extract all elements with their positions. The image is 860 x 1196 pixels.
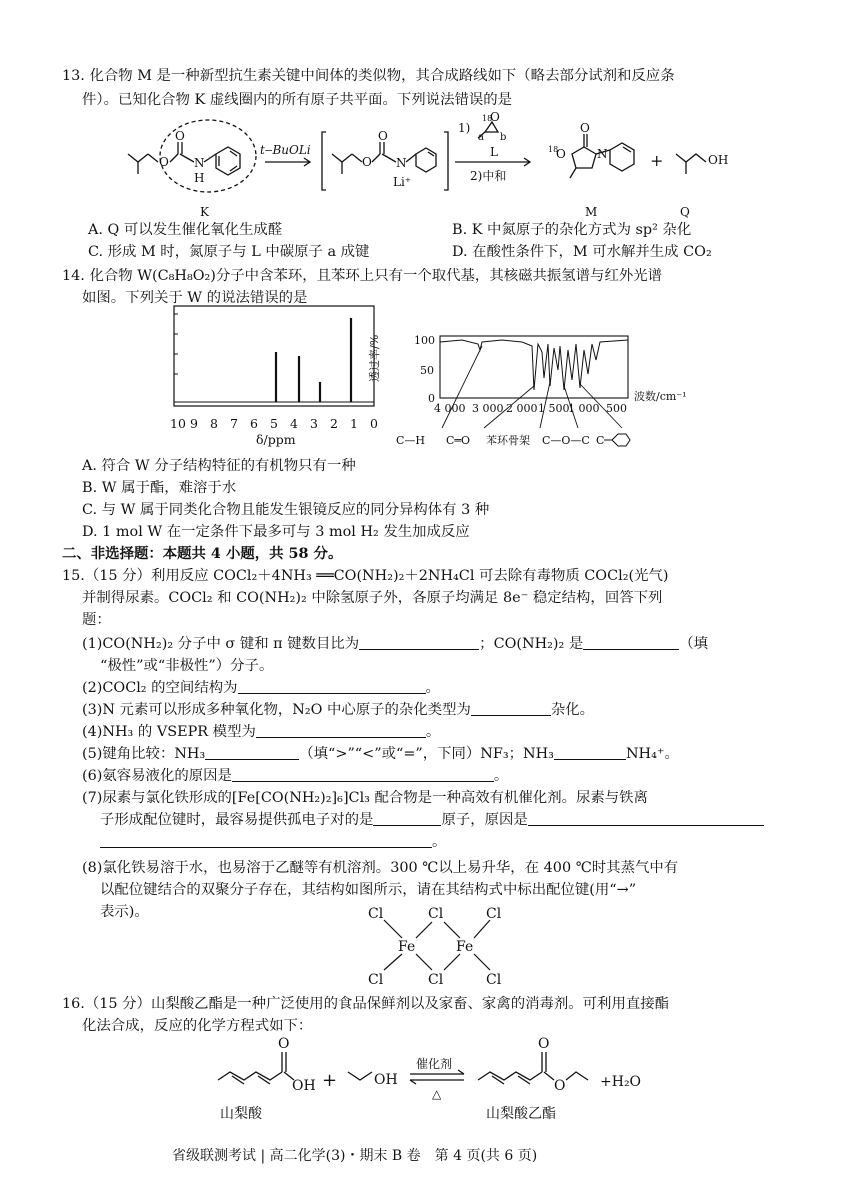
- q13-q-oh: OH: [708, 153, 729, 167]
- q14-nmr-tick-label: 8: [210, 416, 218, 431]
- q15-part2-blank[interactable]: [238, 679, 426, 694]
- q13-step1: 1): [458, 121, 471, 135]
- q13-epoxide-o: O: [490, 110, 500, 124]
- q14-nmr-tick-label: 9: [190, 416, 198, 431]
- page-footer: 省级联测考试 | 高二化学(3)・期末 B 卷 第 4 页(共 6 页): [172, 1148, 538, 1164]
- q16-label-sorbic-acid: 山梨酸: [220, 1106, 262, 1122]
- q15-part5-text-b: （填“>”“<”或“=”，下同）NF₃；NH₃: [299, 746, 554, 762]
- q13-k-n: N: [194, 156, 205, 170]
- q14-nmr-xlabel: δ/ppm: [256, 432, 296, 447]
- q14-option-c: C. 与 W 属于同类化合物且能发生银镜反应的同分异构体有 3 种: [82, 502, 490, 518]
- q15-part7-blank2[interactable]: [528, 811, 764, 826]
- q13-epoxide-18: 18: [482, 114, 493, 123]
- q14-nmr-tick-label: 10: [170, 416, 186, 431]
- q14-ir-xtick-label: 3 000: [472, 402, 504, 415]
- q15-part6: [82, 766, 508, 786]
- q14-nmr-tick-label: 4: [290, 416, 298, 431]
- q15-part7-blank3[interactable]: [100, 833, 432, 848]
- q15-part5-blank2[interactable]: [554, 745, 626, 760]
- q16-stem-line2: 化法合成，反应的化学方程式如下：: [82, 1018, 313, 1034]
- q13-option-d: D. 在酸性条件下，M 可水解并生成 CO₂: [452, 244, 712, 260]
- q14-ir-band-co: C═O: [446, 434, 471, 447]
- q13-step2: 2)中和: [470, 169, 507, 183]
- q15-part4: [82, 722, 440, 742]
- q14-ir-ytick-50: 50: [420, 364, 434, 377]
- q13-atom-b: b: [500, 132, 507, 143]
- q16-acid-oh: OH: [292, 1078, 316, 1094]
- q14-nmr-tick-label: 5: [270, 416, 278, 431]
- q13-label-m: M: [585, 205, 598, 219]
- q14-ir-ylabel: 透过率/%: [368, 334, 381, 382]
- q15-part5-text-a: (5)键角比较：NH₃: [82, 746, 206, 762]
- q13-label-q: Q: [680, 205, 690, 219]
- q15-part8-line1: (8)氯化铁易溶于水，也易溶于乙醚等有机溶剂。300 ℃以上易升华，在 400 ℃时其蒸气中有: [82, 860, 679, 876]
- dimer-cl-4: Cl: [368, 972, 384, 988]
- q14-nmr-spectrum: [160, 304, 390, 450]
- q15-part4-text: (4)NH₃ 的 VSEPR 模型为: [82, 724, 256, 740]
- dimer-cl-6: Cl: [486, 972, 502, 988]
- q15-part2-text: (2)COCl₂ 的空间结构为: [82, 680, 238, 696]
- q15-fecl3-dimer-structure: [360, 904, 520, 988]
- q16-label-ethyl-sorbate: 山梨酸乙酯: [486, 1106, 556, 1122]
- q13-m-ring-o: O: [556, 147, 566, 161]
- q14-ir-xtick-label: 500: [606, 402, 627, 415]
- q16-stem-line1: 16.（15 分）山梨酸乙酯是一种广泛使用的食品保鲜剂以及家畜、家禽的消毒剂。可利用直接酯: [62, 996, 670, 1012]
- q15-part7-text-a: 子形成配位键时，最容易提供孤电子对的是: [100, 812, 374, 828]
- q13-int-o: O: [362, 155, 372, 169]
- q15-stem-line1: 15.（15 分）利用反应 COCl₂＋4NH₃ ══CO(NH₂)₂＋2NH₄Cl 可去除有毒物质 COCl₂(光气): [62, 568, 669, 584]
- q15-part1-text-c: （填: [679, 636, 709, 652]
- q15-part7-text-b: 原子，原因是: [441, 812, 528, 828]
- q13-option-b: B. K 中氮原子的杂化方式为 sp² 杂化: [452, 222, 692, 238]
- q15-part6-text: (6)氨容易液化的原因是: [82, 768, 232, 784]
- q13-k-carbonyl-o: O: [175, 129, 185, 143]
- q13-stem-line1: 13. 化合物 M 是一种新型抗生素关键中间体的类似物，其合成路线如下（略去部分试剂和反应条: [62, 68, 675, 84]
- q14-nmr-tick-label: 1: [350, 416, 358, 431]
- q15-part7-line2: [100, 810, 764, 830]
- q16-heat: △: [432, 1087, 442, 1101]
- q15-part1-blank2[interactable]: [583, 635, 679, 650]
- q13-int-n: N: [396, 156, 407, 170]
- q13-m-18: 18: [548, 145, 559, 154]
- q15-part7-line1: (7)尿素与氯化铁形成的[Fe[CO(NH₂)₂]₆]Cl₃ 配合物是一种高效有机催化剂。尿素与铁离: [82, 790, 648, 806]
- q13-m-carbonyl-o: O: [580, 121, 590, 135]
- q15-part6-period: 。: [493, 768, 509, 784]
- q14-ir-spectrum: [368, 330, 692, 450]
- dimer-cl-3: Cl: [486, 906, 502, 922]
- dimer-fe-2: Fe: [456, 939, 474, 955]
- q13-m-n: N: [597, 147, 608, 161]
- q15-part1-blank1[interactable]: [359, 635, 479, 650]
- q14-option-b: B. W 属于酯，难溶于水: [82, 480, 237, 496]
- q14-ir-band-benzene: 苯环骨架: [486, 434, 530, 447]
- dimer-cl-1: Cl: [368, 906, 384, 922]
- q15-part1-text-a: (1)CO(NH₂)₂ 分子中 σ 键和 π 键数目比为: [82, 636, 360, 652]
- q14-ir-band-cph: C: [596, 434, 605, 447]
- q15-part1-line2: “极性”或“非极性”）分子。: [100, 658, 274, 674]
- q13-int-carbonyl-o: O: [378, 129, 388, 143]
- q15-part8-line3: 表示)。: [100, 904, 149, 920]
- q13-label-k: K: [200, 205, 209, 219]
- q13-reagent-tbuoli: t‒BuOLi: [260, 143, 311, 157]
- q15-stem-line2: 并制得尿素。COCl₂ 和 CO(NH₂)₂ 中除氢原子外，各原子均满足 8e⁻ 稳定结构，回答下列: [82, 590, 663, 606]
- q15-part1-text-b: ；CO(NH₂)₂ 是: [479, 636, 584, 652]
- q15-part7-period: 。: [432, 834, 447, 850]
- q15-part4-period: 。: [425, 724, 441, 740]
- q15-part4-blank[interactable]: [256, 723, 426, 738]
- q14-nmr-tick-label: 3: [310, 416, 318, 431]
- q13-k-h: H: [194, 171, 205, 185]
- q14-ir-xtick-label: 1 500: [538, 402, 570, 415]
- q13-stem-line2: 件）。已知化合物 K 虚线圈内的所有原子共平面。下列说法错误的是: [82, 92, 513, 108]
- q14-ir-ytick-0: 0: [428, 392, 435, 405]
- q15-part6-blank[interactable]: [232, 767, 494, 782]
- q16-ester-carbonyl-o: O: [538, 1036, 550, 1052]
- q16-esterification-equation: [200, 1036, 660, 1126]
- q14-ir-xtick-label: 4 000: [434, 402, 466, 415]
- q15-part3-suffix: 杂化。: [550, 702, 595, 718]
- q15-part1-line1: [82, 634, 708, 654]
- dimer-cl-2: Cl: [428, 906, 444, 922]
- q14-ir-xtick-label: 1 000: [568, 402, 600, 415]
- q13-k-o: O: [159, 155, 169, 169]
- q15-part7-line3: [100, 832, 446, 852]
- section2-heading: 二、非选择题：本题共 4 小题，共 58 分。: [62, 545, 343, 562]
- q14-stem-line2: 如图。下列关于 W 的说法错误的是: [82, 290, 308, 306]
- q14-ir-band-ch: C—H: [396, 434, 426, 447]
- q14-nmr-tick-label: 6: [250, 416, 258, 431]
- q14-ir-xlabel: 波数/cm⁻¹: [634, 390, 687, 403]
- q15-part3: [82, 700, 594, 720]
- q16-water: +H₂O: [600, 1074, 642, 1090]
- q14-nmr-tick-label: 7: [230, 416, 238, 431]
- q13-reagent-l: L: [490, 145, 498, 159]
- q13-option-a: A. Q 可以发生催化氧化生成醛: [88, 222, 283, 238]
- q15-part3-blank[interactable]: [471, 701, 551, 716]
- q14-ir-ytick-100: 100: [414, 334, 435, 347]
- q14-stem-line1: 14. 化合物 W(C₈H₈O₂)分子中含苯环，且苯环上只有一个取代基，其核磁共振氢谱与红外光谱: [62, 268, 663, 284]
- dimer-cl-5: Cl: [428, 972, 444, 988]
- q15-part8-line2: 以配位键结合的双聚分子存在，其结构如图所示，请在其结构式中标出配位键(用“→”: [100, 882, 637, 898]
- q16-plus: +: [322, 1070, 338, 1091]
- q14-nmr-tick-label: 2: [330, 416, 338, 431]
- q15-part5-text-c: NH₄⁺。: [625, 746, 679, 762]
- q14-option-d: D. 1 mol W 在一定条件下最多可与 3 mol H₂ 发生加成反应: [82, 524, 470, 540]
- q15-stem-line3: 题：: [82, 612, 111, 628]
- q13-int-li: Li⁺: [393, 175, 412, 189]
- q14-ir-band-coc: C—O—C: [542, 434, 590, 447]
- dimer-fe-1: Fe: [398, 939, 416, 955]
- q15-part2-period: 。: [425, 680, 440, 696]
- q16-ethanol-oh: OH: [374, 1072, 398, 1088]
- q13-atom-a: a: [478, 132, 484, 143]
- q13-plus: +: [650, 151, 664, 170]
- q15-part5: [82, 744, 679, 764]
- q15-part3-text: (3)N 元素可以形成多种氧化物，N₂O 中心原子的杂化类型为: [82, 702, 471, 718]
- q14-nmr-tick-label: 0: [370, 416, 378, 431]
- q15-part5-blank1[interactable]: [205, 745, 299, 760]
- q15-part7-blank1[interactable]: [373, 811, 441, 826]
- q14-option-a: A. 符合 W 分子结构特征的有机物只有一种: [82, 458, 356, 474]
- q16-ester-o: O: [554, 1078, 566, 1094]
- q14-ir-xtick-label: 2 000: [506, 402, 538, 415]
- q16-catalyst: 催化剂: [416, 1057, 453, 1071]
- q13-option-c: C. 形成 M 时，氮原子与 L 中碳原子 a 成键: [88, 244, 370, 260]
- q15-part2: [82, 678, 440, 698]
- q13-reaction-scheme: [60, 112, 800, 220]
- q16-acid-carbonyl-o: O: [278, 1036, 290, 1052]
